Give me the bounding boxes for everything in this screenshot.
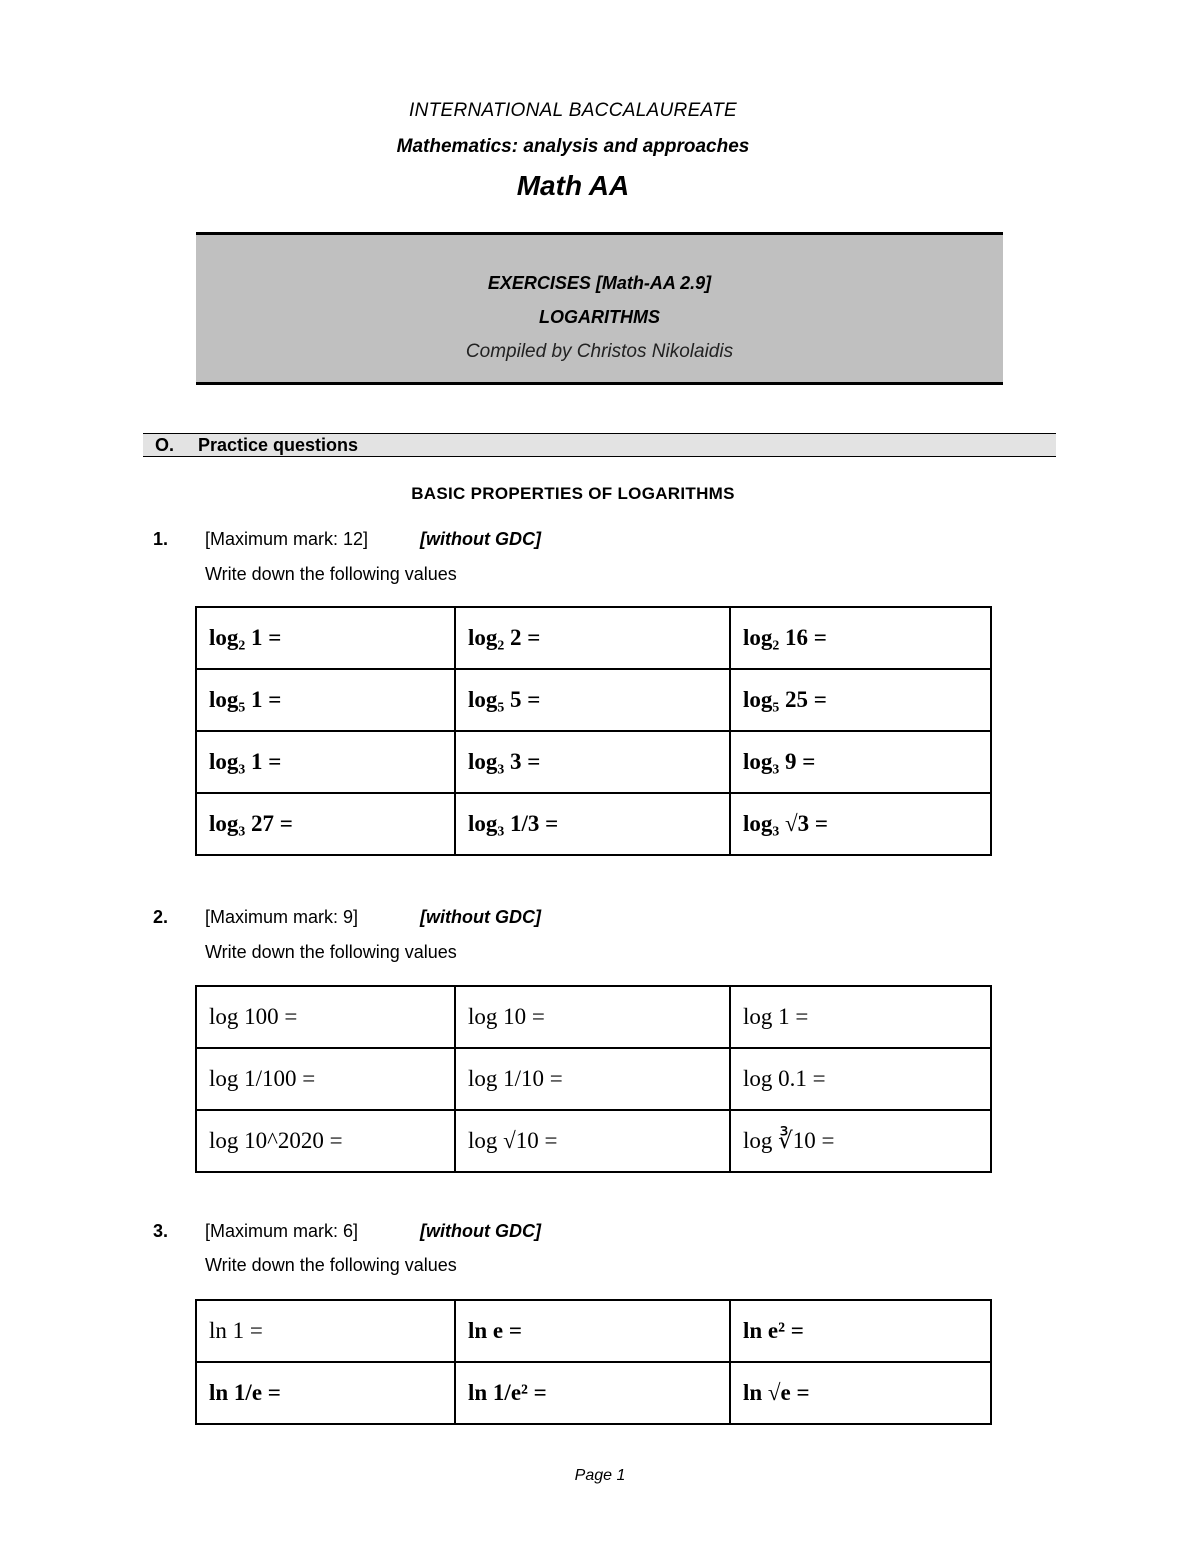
banner-topic: LOGARITHMS <box>539 307 660 327</box>
page-number: Page 1 <box>574 1467 626 1484</box>
question-3-table <box>195 1299 992 1425</box>
table-row <box>196 986 991 1048</box>
table-cell: log₅ 25 = <box>730 669 991 731</box>
table-row <box>196 1362 991 1424</box>
table-cell: ln e = <box>455 1300 730 1362</box>
table-cell: log₂ 1 = <box>196 607 455 669</box>
table-row <box>196 1110 991 1172</box>
question-1-mark: [Maximum mark: 12] <box>205 529 369 549</box>
banner-exercises: EXERCISES [Math-AA 2.9] <box>487 273 712 293</box>
table-cell: log 1/100 = <box>196 1048 455 1110</box>
table-row <box>196 669 991 731</box>
question-3-mark: [Maximum mark: 6] <box>205 1221 359 1241</box>
table-cell: ln 1/e² = <box>455 1362 730 1424</box>
table-cell: log 1 = <box>730 986 991 1048</box>
table-cell: log 1/10 = <box>455 1048 730 1110</box>
section-heading <box>143 433 1056 457</box>
title-banner <box>196 232 1003 385</box>
table-row <box>196 1300 991 1362</box>
table-cell: log₃ 3 = <box>455 731 730 793</box>
question-1-instruction: Write down the following values <box>205 564 457 584</box>
table-cell: log₃ 27 = <box>196 793 455 855</box>
subheading: BASIC PROPERTIES OF LOGARITHMS <box>411 484 735 503</box>
table-cell: log₅ 1 = <box>196 669 455 731</box>
table-cell: log₃ 1/3 = <box>455 793 730 855</box>
section-title: Practice questions <box>198 435 359 455</box>
question-3-number: 3. <box>153 1221 169 1241</box>
question-2-gdc: [without GDC] <box>420 907 541 927</box>
banner-author: Compiled by Christos Nikolaidis <box>465 341 734 362</box>
question-3-gdc: [without GDC] <box>420 1221 541 1241</box>
table-cell: ln 1 = <box>196 1300 455 1362</box>
table-cell: log₃ 1 = <box>196 731 455 793</box>
table-cell: log 10 = <box>455 986 730 1048</box>
table-row <box>196 1048 991 1110</box>
question-2-instruction: Write down the following values <box>205 942 457 962</box>
table-cell: ln 1/e = <box>196 1362 455 1424</box>
table-row <box>196 731 991 793</box>
question-1-number: 1. <box>153 529 169 549</box>
table-cell: ln √e = <box>730 1362 991 1424</box>
header-title: Math AA <box>516 170 630 201</box>
question-2-table <box>195 985 992 1173</box>
table-cell: log √10 = <box>455 1110 730 1172</box>
table-row <box>196 607 991 669</box>
question-3-instruction: Write down the following values <box>205 1255 457 1275</box>
header-institution: INTERNATIONAL BACCALAUREATE <box>408 100 737 121</box>
question-1-table <box>195 606 992 856</box>
table-cell: log₃ √3 = <box>730 793 991 855</box>
table-cell: log₂ 2 = <box>455 607 730 669</box>
question-2-mark: [Maximum mark: 9] <box>205 907 359 927</box>
header-course: Mathematics: analysis and approaches <box>396 136 750 157</box>
table-cell: log₃ 9 = <box>730 731 991 793</box>
table-cell: log ∛10 = <box>730 1110 991 1172</box>
question-2-number: 2. <box>153 907 169 927</box>
question-1-gdc: [without GDC] <box>420 529 541 549</box>
section-number: O. <box>155 435 175 455</box>
table-cell: ln e² = <box>730 1300 991 1362</box>
table-cell: log 0.1 = <box>730 1048 991 1110</box>
table-cell: log 10^2020 = <box>196 1110 455 1172</box>
table-cell: log₂ 16 = <box>730 607 991 669</box>
table-row <box>196 793 991 855</box>
table-cell: log₅ 5 = <box>455 669 730 731</box>
table-cell: log 100 = <box>196 986 455 1048</box>
